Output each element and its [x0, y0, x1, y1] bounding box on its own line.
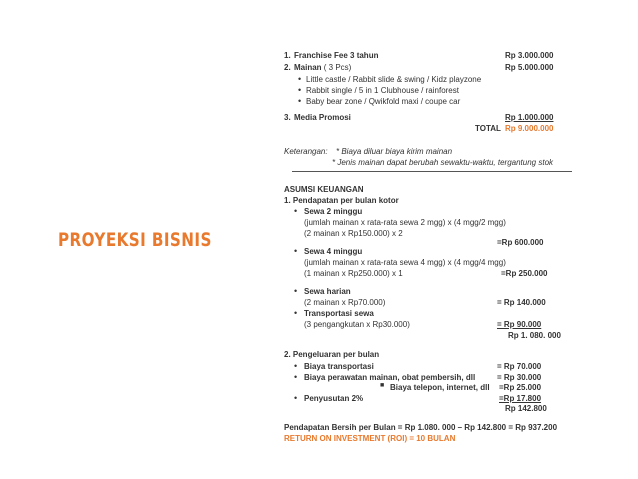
keterangan-note-2: * Jenis mainan dapat berubah sewaktu-waktu, tergantung stok: [332, 158, 554, 167]
page-title: PROYEKSI BISNIS: [58, 229, 212, 251]
pengeluaran-heading: 2. Pengeluaran per bulan: [284, 350, 380, 359]
bullet-icon: •: [294, 372, 298, 382]
bullet-icon: ■: [380, 382, 385, 389]
item-2-number: 2.: [284, 63, 291, 72]
pengeluaran-total: Rp 142.800: [505, 404, 547, 413]
item-2-label-wrap: [294, 63, 351, 73]
pendapatan-bersih: Pendapatan Bersih per Bulan = Rp 1.080. 000 – Rp 142.800 = Rp 937.200: [284, 423, 558, 432]
item-3-label: Media Promosi: [294, 113, 351, 122]
bullet-icon: •: [294, 206, 298, 216]
expense-telepon-amount: =Rp 25.000: [499, 383, 542, 392]
toy-option: Baby bear zone / Qwikfold maxi / coupe car: [306, 97, 461, 106]
expense-penyusutan-amount: =Rp 17.800: [499, 394, 542, 403]
sewa-harian-calc: (2 mainan x Rp70.000): [304, 298, 386, 307]
expense-transportasi-amount: = Rp 70.000: [497, 362, 542, 371]
toy-option: Little castle / Rabbit slide & swing / Kidz playzone: [306, 75, 482, 84]
document-body: [284, 0, 638, 479]
expense-perawatan-label: Biaya perawatan mainan, obat pembersih, dll: [304, 373, 476, 382]
item-1-label: Franchise Fee 3 tahun: [294, 51, 379, 60]
sewa-2-minggu-label: Sewa 2 minggu: [304, 207, 363, 216]
transportasi-sewa-label: Transportasi sewa: [304, 309, 374, 318]
keterangan-label: Keterangan:: [284, 147, 328, 156]
sewa-2-minggu-calc: (2 mainan x Rp150.000) x 2: [304, 229, 403, 238]
expense-perawatan-amount: = Rp 30.000: [497, 373, 542, 382]
sewa-4-minggu-label: Sewa 4 minggu: [304, 247, 363, 256]
sewa-harian-label: Sewa harian: [304, 287, 351, 296]
roi: RETURN ON INVESTMENT (ROI) = 10 BULAN: [284, 434, 456, 443]
item-1-amount: Rp 3.000.000: [505, 51, 554, 60]
expense-penyusutan-label: Penyusutan 2%: [304, 394, 364, 403]
asumsi-heading: ASUMSI KEUANGAN: [284, 185, 364, 194]
item-2-note: ( 3 Pcs): [321, 63, 352, 72]
total-label: TOTAL: [475, 124, 501, 133]
sewa-2-minggu-formula: (jumlah mainan x rata-rata sewa 2 mgg) x (4 mgg/2 mgg): [304, 218, 506, 227]
transportasi-sewa-calc: (3 pengangkutan x Rp30.000): [304, 320, 410, 329]
sewa-4-minggu-amount: =Rp 250.000: [501, 269, 548, 278]
divider: [292, 171, 572, 172]
item-2-label: Mainan: [294, 63, 322, 72]
bullet-icon: •: [294, 286, 298, 296]
expense-telepon-label: Biaya telepon, internet, dll: [390, 383, 490, 392]
sewa-2-minggu-amount: =Rp 600.000: [497, 238, 544, 247]
keterangan-note-1: * Biaya diluar biaya kirim mainan: [336, 147, 453, 156]
sewa-4-minggu-formula: (jumlah mainan x rata-rata sewa 4 mgg) x (4 mgg/4 mgg): [304, 258, 506, 267]
item-3-number: 3.: [284, 113, 291, 122]
item-1-number: 1.: [284, 51, 291, 60]
total-amount: Rp 9.000.000: [505, 124, 554, 133]
bullet-icon: •: [298, 85, 302, 95]
sewa-4-minggu-calc: (1 mainan x Rp250.000) x 1: [304, 269, 403, 278]
item-3-amount: Rp 1.000.000: [505, 113, 554, 122]
expense-transportasi-label: Biaya transportasi: [304, 362, 374, 371]
pendapatan-total: Rp 1. 080. 000: [508, 331, 561, 340]
bullet-icon: •: [298, 74, 302, 84]
pendapatan-heading: 1. Pendapatan per bulan kotor: [284, 196, 399, 205]
bullet-icon: •: [294, 246, 298, 256]
bullet-icon: •: [298, 96, 302, 106]
item-2-amount: Rp 5.000.000: [505, 63, 554, 72]
toy-option: Rabbit single / 5 in 1 Clubhouse / rainforest: [306, 86, 459, 95]
sewa-harian-amount: = Rp 140.000: [497, 298, 546, 307]
bullet-icon: •: [294, 361, 298, 371]
bullet-icon: •: [294, 393, 298, 403]
transportasi-sewa-amount: = Rp 90.000: [497, 320, 542, 329]
bullet-icon: •: [294, 308, 298, 318]
